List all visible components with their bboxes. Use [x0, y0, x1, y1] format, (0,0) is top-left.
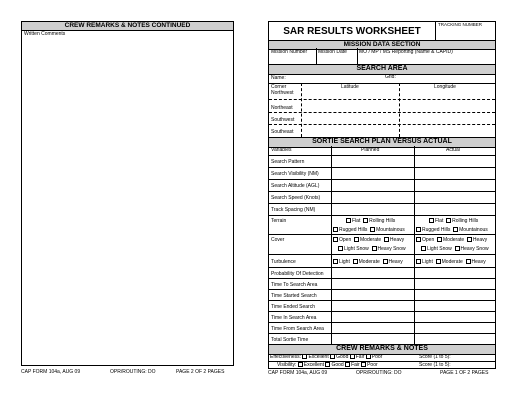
visibility-row — [269, 361, 495, 369]
left-page — [21, 21, 234, 366]
checkbox[interactable] — [333, 237, 338, 242]
table-row[interactable] — [269, 300, 495, 311]
right-footer-page: PAGE 1 OF 2 PAGES — [440, 370, 489, 376]
option-label: Excellent — [303, 362, 325, 368]
terrain-actual-line2 — [416, 227, 488, 233]
checkbox[interactable] — [467, 237, 472, 242]
table-row[interactable] — [269, 278, 495, 289]
table-row[interactable] — [269, 322, 495, 333]
right-footer-opr: OPR/ROUTING: DO — [356, 370, 402, 376]
checkbox[interactable] — [416, 259, 421, 264]
cover-row — [269, 234, 495, 254]
visibility-group — [277, 362, 378, 368]
written-comments-area[interactable] — [22, 38, 233, 365]
turbulence-actual — [416, 259, 486, 265]
corner-southeast: Southeast — [271, 129, 294, 135]
option-label: Light Snow — [427, 246, 452, 252]
variable-label: Search Visibility (NM) — [271, 171, 319, 177]
checkbox[interactable] — [372, 246, 377, 251]
left-footer-opr: OPR/ROUTING: DO — [110, 369, 156, 375]
option-label: Light — [339, 259, 350, 265]
option-label: Moderate — [443, 237, 465, 243]
checkbox[interactable] — [346, 218, 351, 223]
option-label: Fair — [355, 354, 365, 360]
crew-remarks-header: CREW REMARKS & NOTES — [268, 344, 496, 355]
table-row[interactable] — [269, 191, 495, 203]
option-label: Heavy Snow — [460, 246, 489, 252]
mission-number-field[interactable] — [269, 48, 317, 65]
table-row[interactable] — [269, 167, 495, 179]
terrain-planned-line2 — [333, 227, 405, 233]
option-label: Light Snow — [344, 246, 369, 252]
table-row[interactable] — [269, 289, 495, 300]
checkbox[interactable] — [437, 237, 442, 242]
checkbox[interactable] — [302, 354, 307, 359]
latitude-label: Latitude — [341, 84, 359, 90]
sortie-header-row — [269, 146, 495, 155]
mission-date-field[interactable] — [316, 48, 358, 65]
checkbox[interactable] — [416, 227, 421, 232]
checkbox[interactable] — [354, 237, 359, 242]
right-page — [268, 21, 496, 369]
cover-planned-line1 — [333, 237, 404, 243]
table-row[interactable] — [269, 311, 495, 322]
visibility-label: Visibility: — [277, 362, 297, 368]
option-label: Rugged Hills — [339, 227, 368, 233]
option-label: Rolling Hills — [369, 218, 396, 224]
option-label: Flat — [352, 218, 361, 224]
corner-header-row — [269, 83, 495, 95]
variable-label: Time Ended Search — [271, 304, 316, 310]
table-row[interactable] — [269, 203, 495, 215]
turbulence-label: Turbulence — [271, 259, 296, 265]
checkbox[interactable] — [455, 246, 460, 251]
corner-northwest: Northwest — [271, 90, 294, 96]
longitude-label: Longitude — [434, 84, 456, 90]
table-row[interactable] — [269, 267, 495, 278]
corner-southwest: Southwest — [271, 117, 295, 123]
effectiveness-group — [270, 354, 382, 360]
option-label: Mountainous — [376, 227, 405, 233]
option-label: Rolling Hills — [452, 218, 479, 224]
mission-data-header: MISSION DATA SECTION — [268, 40, 496, 50]
option-label: Light — [422, 259, 433, 265]
grid-label: Grid: — [385, 74, 396, 80]
table-row[interactable] — [269, 179, 495, 191]
name-field[interactable] — [287, 73, 377, 83]
tracking-number-box[interactable] — [435, 21, 496, 41]
option-label: Open — [422, 237, 435, 243]
checkbox[interactable] — [338, 246, 343, 251]
grid-field[interactable] — [399, 73, 495, 83]
option-label: Moderate — [358, 259, 380, 265]
option-label: Open — [339, 237, 352, 243]
option-label: Heavy — [388, 259, 403, 265]
checkbox[interactable] — [384, 237, 389, 242]
option-label: Fair — [351, 362, 360, 368]
variables-label: Variables — [271, 147, 292, 153]
option-label: Heavy — [389, 237, 405, 243]
option-label: Heavy — [471, 259, 486, 265]
mission-date-label: Mission Date — [318, 49, 347, 55]
checkbox[interactable] — [466, 259, 471, 264]
table-row[interactable] — [269, 155, 495, 167]
sortie-header: SORTIE SEARCH PLAN VERSUS ACTUAL — [268, 137, 496, 148]
option-label: Heavy — [472, 237, 488, 243]
option-label: Good — [336, 354, 349, 360]
turbulence-planned — [333, 259, 403, 265]
mission-number-label: Mission Number — [271, 49, 308, 55]
cover-label: Cover — [271, 237, 285, 243]
checkbox[interactable] — [453, 227, 458, 232]
checkbox[interactable] — [361, 362, 366, 367]
cover-planned-line2 — [338, 246, 406, 252]
visibility-score-label: Score (1 to 5): — [419, 362, 451, 368]
left-footer-form: CAP FORM 104a, AUG 09 — [21, 369, 81, 375]
checkbox[interactable] — [298, 362, 303, 367]
variable-label: Search Speed (Knots) — [271, 195, 321, 201]
search-area-header: SEARCH AREA — [268, 64, 496, 75]
option-label: Moderate — [441, 259, 463, 265]
option-label: Good — [331, 362, 344, 368]
checkbox[interactable] — [366, 354, 371, 359]
terrain-label: Terrain — [271, 218, 287, 224]
option-label: Excellent — [308, 354, 329, 360]
variable-label: Total Sortie Time — [271, 337, 309, 343]
corner-label: Corner — [271, 84, 287, 90]
variable-label: Time To Search Area — [271, 282, 318, 288]
right-footer-form: CAP FORM 104a, AUG 09 — [268, 370, 328, 376]
option-label: Poor — [367, 362, 378, 368]
checkbox[interactable] — [333, 259, 338, 264]
checkbox[interactable] — [383, 259, 388, 264]
corner-lat-inputs[interactable] — [302, 95, 399, 137]
left-page-header: CREW REMARKS & NOTES CONTINUED — [21, 21, 234, 31]
checkbox[interactable] — [325, 362, 330, 367]
checkbox[interactable] — [345, 362, 350, 367]
option-label: Rugged Hills — [422, 227, 451, 233]
terrain-planned-line1 — [346, 218, 395, 224]
planned-label: Planned — [361, 147, 380, 153]
option-label: Mountainous — [459, 227, 488, 233]
checkbox[interactable] — [330, 354, 335, 359]
tracking-number-label: TRACKING NUMBER — [438, 22, 483, 27]
corner-northeast: Northeast — [271, 105, 293, 111]
checkbox[interactable] — [436, 259, 441, 264]
variable-label: Time Started Search — [271, 293, 317, 299]
checkbox[interactable] — [353, 259, 358, 264]
variable-label: Search Altitude (AGL) — [271, 183, 320, 189]
option-label: Flat — [435, 218, 444, 224]
sortie-table — [269, 146, 495, 345]
variable-label: Search Pattern — [271, 159, 305, 165]
terrain-row — [269, 215, 495, 234]
option-label: Heavy Snow — [377, 246, 406, 252]
terrain-actual-line1 — [429, 218, 478, 224]
effectiveness-score-label: Score (1 to 5): — [419, 354, 451, 360]
option-label: Moderate — [360, 237, 382, 243]
corner-lon-inputs[interactable] — [400, 95, 497, 137]
cover-actual-line2 — [421, 246, 489, 252]
checkbox[interactable] — [333, 227, 338, 232]
written-comments-label: Written Comments — [24, 31, 66, 37]
variable-label: Time From Search Area — [271, 326, 324, 332]
left-footer-page: PAGE 2 OF 2 PAGES — [176, 369, 225, 375]
variable-label: Track Spacing (NM) — [271, 207, 316, 213]
variable-label: Time In Search Area — [271, 315, 317, 321]
effectiveness-label: Effectiveness: — [270, 354, 302, 360]
checkbox[interactable] — [429, 218, 434, 223]
checkbox[interactable] — [421, 246, 426, 251]
mo-reporting-field[interactable] — [357, 48, 495, 65]
name-label: Name: — [271, 75, 286, 81]
checkbox[interactable] — [350, 354, 355, 359]
worksheet-title: SAR RESULTS WORKSHEET — [283, 26, 421, 37]
checkbox[interactable] — [363, 218, 368, 223]
checkbox[interactable] — [416, 237, 421, 242]
checkbox[interactable] — [370, 227, 375, 232]
mission-data-row — [269, 48, 495, 65]
checkbox[interactable] — [446, 218, 451, 223]
turbulence-row — [269, 254, 495, 267]
option-label: Poor — [371, 354, 383, 360]
variable-label: Probability Of Detection — [271, 271, 324, 277]
mo-reporting-label: MO / MP / MS Reporting (Name & CAPID) — [359, 49, 453, 55]
actual-label: Actual — [446, 147, 460, 153]
cover-actual-line1 — [416, 237, 487, 243]
